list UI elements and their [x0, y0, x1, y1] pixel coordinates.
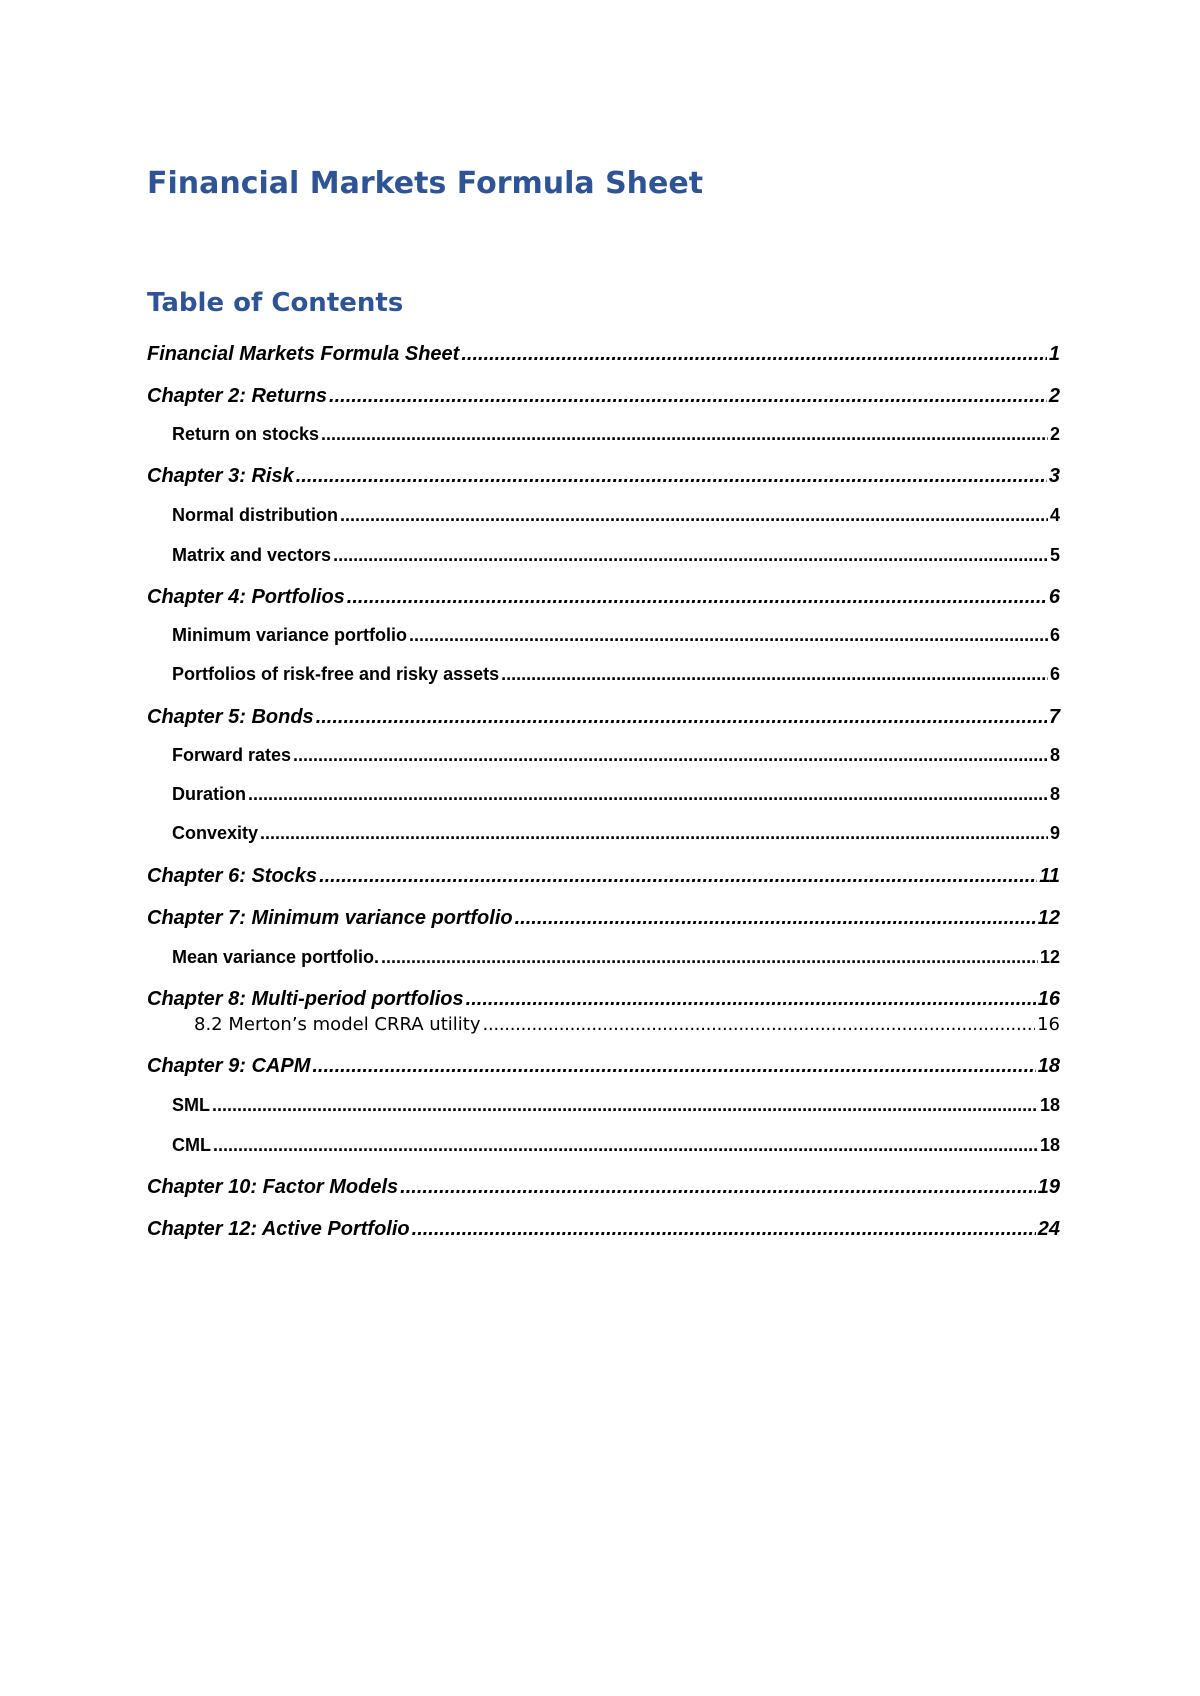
dot-leader	[515, 907, 1036, 930]
toc-entry-label: Chapter 4: Portfolios	[147, 586, 345, 608]
dot-leader	[412, 1218, 1036, 1241]
dot-leader	[400, 1176, 1036, 1199]
toc-entry-label: Chapter 12: Active Portfolio	[147, 1218, 410, 1240]
toc-entry-forward-rates[interactable]	[147, 745, 1060, 771]
toc-entry-page: 18	[1039, 1095, 1060, 1115]
toc-entry-label: Chapter 8: Multi-period portfolios	[147, 988, 464, 1010]
toc-entry-mean-variance-portfolio[interactable]	[147, 947, 1060, 973]
document-title: Financial Markets Formula Sheet	[147, 166, 704, 201]
dot-leader	[321, 424, 1048, 445]
toc-entry-label: SML	[172, 1095, 210, 1115]
toc-entry-portfolios-risk-free-risky[interactable]	[147, 664, 1060, 690]
toc-entry-label: Normal distribution	[172, 505, 338, 525]
dot-leader	[293, 745, 1048, 766]
toc-entry-chapter-9[interactable]	[147, 1055, 1060, 1081]
toc-entry-label: Chapter 9: CAPM	[147, 1055, 311, 1077]
toc-entry-page: 19	[1037, 1176, 1060, 1198]
toc-entry-page: 11	[1039, 865, 1060, 887]
toc-entry-label: Chapter 7: Minimum variance portfolio	[147, 907, 513, 929]
toc-entry-chapter-8[interactable]	[147, 988, 1060, 1014]
toc-entry-page: 12	[1039, 947, 1060, 967]
toc-entry-label: Convexity	[172, 823, 259, 843]
toc-entry-chapter-4[interactable]	[147, 586, 1060, 612]
dot-leader	[340, 505, 1048, 526]
dot-leader	[409, 625, 1048, 646]
toc-entry-label: Portfolios of risk-free and risky assets	[172, 664, 500, 684]
toc-entry-page: 16	[1037, 1014, 1060, 1035]
dot-leader	[483, 1014, 1036, 1035]
toc-entry-page: 8	[1049, 784, 1060, 804]
dot-leader	[461, 343, 1047, 366]
toc-entry-page: 2	[1048, 385, 1060, 407]
toc-entry-chapter-5[interactable]	[147, 706, 1060, 732]
toc-entry-page: 18	[1039, 1135, 1060, 1155]
dot-leader	[501, 664, 1048, 685]
toc-entry-label: CML	[172, 1135, 211, 1155]
toc-entry-page: 8	[1049, 745, 1060, 765]
toc-entry-label: Chapter 6: Stocks	[147, 865, 318, 887]
toc-entry-chapter-7[interactable]	[147, 907, 1060, 933]
dot-leader	[316, 706, 1047, 729]
dot-leader	[212, 1095, 1038, 1116]
toc-entry-normal-distribution[interactable]	[147, 505, 1060, 531]
dot-leader	[381, 947, 1038, 968]
toc-entry-label: Return on stocks	[172, 424, 320, 444]
toc-entry-return-on-stocks[interactable]	[147, 424, 1060, 450]
toc-entry-page: 12	[1037, 907, 1060, 929]
toc-entry-label: 8.2 Merton’s model CRRA utility	[194, 1014, 481, 1035]
toc-entry-page: 6	[1049, 664, 1060, 684]
dot-leader	[466, 988, 1036, 1011]
toc-entry-page: 9	[1049, 823, 1060, 843]
toc-entry-page: 4	[1049, 505, 1060, 525]
toc-entry-label: Financial Markets Formula Sheet	[147, 343, 460, 365]
toc-entry-chapter-10[interactable]	[147, 1176, 1060, 1202]
toc-entry-page: 5	[1049, 545, 1060, 565]
toc-entry-page: 24	[1037, 1218, 1060, 1240]
toc-entry-page: 7	[1048, 706, 1060, 728]
toc-entry-financial-markets-formula-sheet[interactable]	[147, 343, 1060, 369]
dot-leader	[296, 465, 1047, 488]
toc-entry-matrix-and-vectors[interactable]	[147, 545, 1060, 571]
toc-entry-cml[interactable]	[147, 1135, 1060, 1161]
dot-leader	[329, 385, 1047, 408]
dot-leader	[333, 545, 1048, 566]
toc-entry-label: Minimum variance portfolio	[172, 625, 408, 645]
toc-entry-merton-model[interactable]	[147, 1014, 1060, 1040]
toc-entry-label: Forward rates	[172, 745, 292, 765]
toc-entry-chapter-12[interactable]	[147, 1218, 1060, 1244]
dot-leader	[260, 823, 1048, 844]
dot-leader	[213, 1135, 1038, 1156]
toc-entry-label: Chapter 3: Risk	[147, 465, 294, 487]
toc-entry-label: Chapter 10: Factor Models	[147, 1176, 399, 1198]
dot-leader	[319, 865, 1037, 888]
toc-entry-page: 3	[1048, 465, 1060, 487]
toc-entry-page: 6	[1049, 625, 1060, 645]
toc-entry-convexity[interactable]	[147, 823, 1060, 849]
toc-entry-label: Duration	[172, 784, 246, 804]
toc-entry-label: Mean variance portfolio.	[172, 947, 380, 967]
toc-entry-label: Matrix and vectors	[172, 545, 332, 565]
toc-heading: Table of Contents	[147, 288, 404, 318]
toc-entry-minimum-variance-portfolio[interactable]	[147, 625, 1060, 651]
toc-entry-page: 2	[1049, 424, 1060, 444]
toc-entry-page: 18	[1037, 1055, 1060, 1077]
toc-entry-chapter-2[interactable]	[147, 385, 1060, 411]
toc-entry-label: Chapter 5: Bonds	[147, 706, 314, 728]
toc-entry-chapter-6[interactable]	[147, 865, 1060, 891]
toc-entry-duration[interactable]	[147, 784, 1060, 810]
toc-entry-chapter-3[interactable]	[147, 465, 1060, 491]
toc-entry-page: 16	[1037, 988, 1060, 1010]
toc-entry-page: 6	[1048, 586, 1060, 608]
toc-entry-page: 1	[1048, 343, 1060, 365]
toc-entry-label: Chapter 2: Returns	[147, 385, 328, 407]
dot-leader	[312, 1055, 1035, 1078]
dot-leader	[248, 784, 1048, 805]
dot-leader	[347, 586, 1047, 609]
toc-entry-sml[interactable]	[147, 1095, 1060, 1121]
